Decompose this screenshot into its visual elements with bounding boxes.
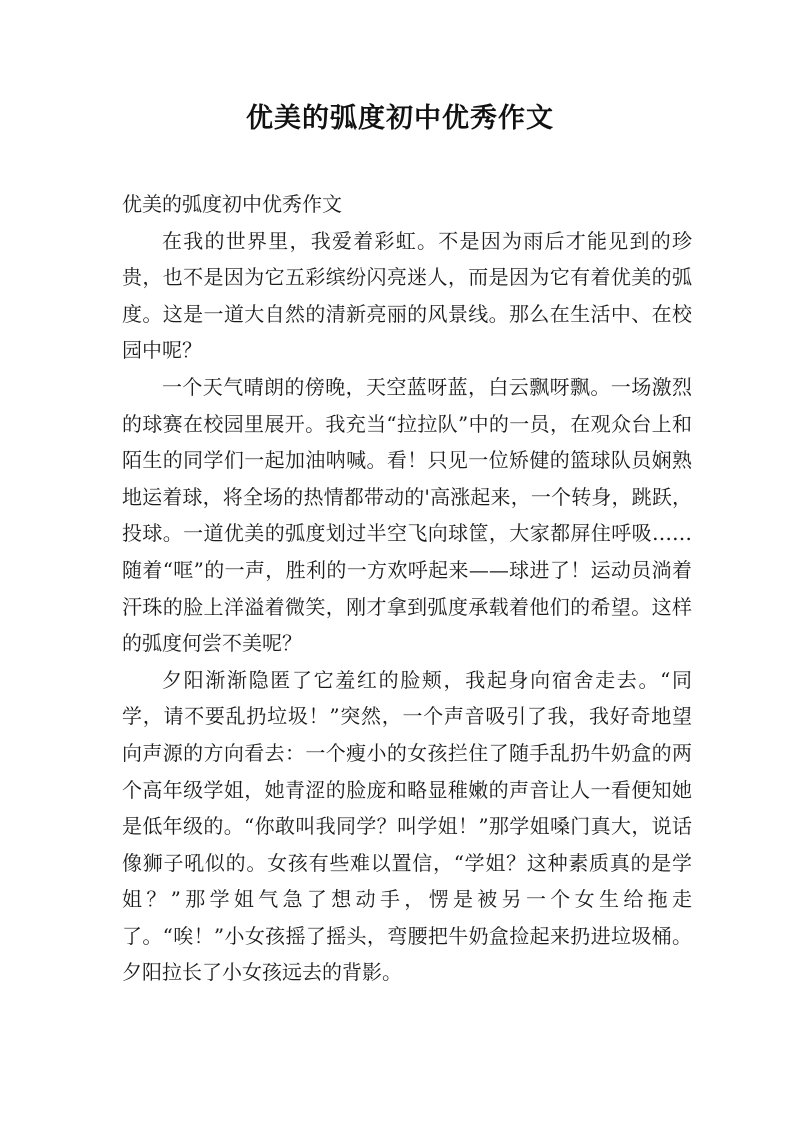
document-subtitle: 优美的弧度初中优秀作文 (122, 192, 342, 216)
paragraph-2: 一个天气晴朗的傍晚，天空蓝呀蓝，白云飘呀飘。一场激烈的球赛在校园里展开。我充当“拉拉队”中的一员，在观众台上和陌生的同学们一起加油呐喊。看！只见一位矫健的篮球队员娴熟地运着球，将全场的热情都带动的'高涨起来，一个转身，跳跃，投球。一道优美的弧度划过半空飞向球筐，大家都屏住呼吸……随着“哐”的一声，胜利的一方欢呼起来——球进了！运动员淌着汗珠的脸上洋溢着微笑，刚才拿到弧度承载着他们的希望。这样的弧度何尝不美呢？ (122, 374, 692, 656)
paragraph-3: 夕阳渐渐隐匿了它羞红的脸颊，我起身向宿舍走去。“同学，请不要乱扔垃圾！”突然，一个声音吸引了我，我好奇地望向声源的方向看去：一个瘦小的女孩拦住了随手乱扔牛奶盒的两个高年级学姐，她青涩的脸庞和略显稚嫩的声音让人一看便知她是低年级的。“你敢叫我同学？叫学姐！”那学姐嗓门真大，说话像狮子吼似的。女孩有些难以置信，“学姐？这种素质真的是学姐？”那学姐气急了想动手，愣是被另一个女生给拖走了。“唉！”小女孩摇了摇头，弯腰把牛奶盒捡起来扔进垃圾桶。夕阳拉长了小女孩远去的背影。 (122, 667, 692, 985)
document-title: 优美的弧度初中优秀作文 (246, 103, 554, 134)
document-body (122, 186, 692, 991)
paragraph-1: 在我的世界里，我爱着彩虹。不是因为雨后才能见到的珍贵，也不是因为它五彩缤纷闪亮迷人，而是因为它有着优美的弧度。这是一道大自然的清新亮丽的风景线。那么在生活中、在校园中呢？ (122, 228, 692, 363)
